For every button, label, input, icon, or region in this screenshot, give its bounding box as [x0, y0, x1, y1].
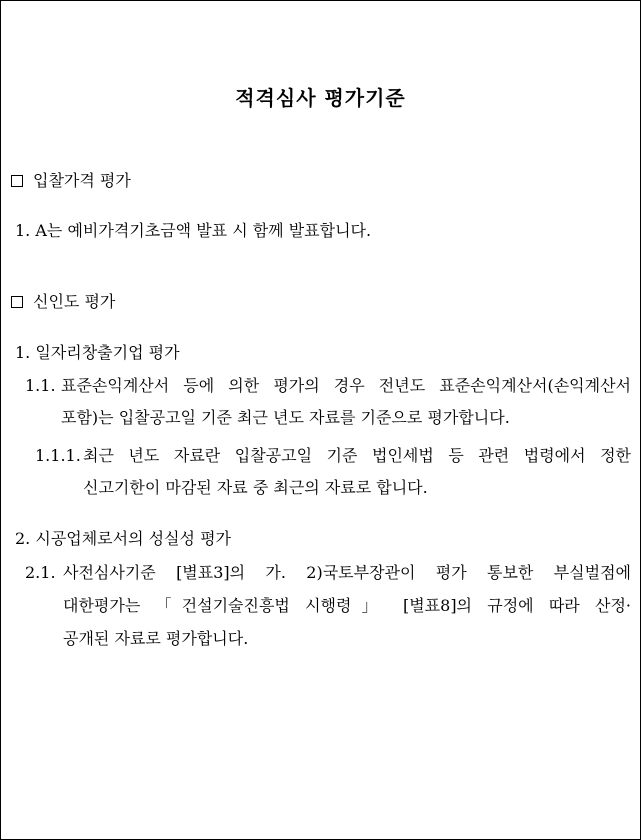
list-item — [15, 342, 180, 364]
item-text: 일자리창출기업 평가 — [35, 343, 180, 362]
item-number: 1. — [15, 221, 31, 240]
subitem-text-line: 사전심사기준 [별표3]의 가. 2)국토부장관이 평가 통보한 부실벌점에 — [63, 563, 631, 582]
item-text: 시공업체로서의 성실성 평가 — [35, 529, 232, 548]
subitem-text-line: 신고기한이 마감된 자료 중 최근의 자료로 합니다. — [83, 478, 428, 497]
subitem-number: 1.1.1. — [35, 446, 81, 465]
section-heading-credibility — [11, 291, 115, 313]
document-title: 적격심사 평가기준 — [235, 86, 406, 110]
subitem-text-line: 포함)는 입찰공고일 기준 최근 년도 자료를 기준으로 평가합니다. — [61, 408, 510, 427]
subitem-text-line: 대한평가는 「건설기술진흥법 시행령」 [별표8]의 규정에 따라 산정· — [63, 596, 631, 615]
subitem-text-line: 공개된 자료로 평가합니다. — [63, 629, 249, 648]
list-item — [15, 220, 371, 242]
subitem-number: 2.1. — [25, 563, 56, 582]
section-heading-label: 신인도 평가 — [33, 292, 116, 311]
subitem-number: 1.1. — [25, 376, 56, 395]
item-number: 2. — [15, 529, 31, 548]
subitem-text-line: 표준손익계산서 등에 의한 평가의 경우 전년도 표준손익계산서(손익계산서 — [61, 376, 631, 395]
item-number: 1. — [15, 343, 31, 362]
list-item — [15, 528, 231, 550]
item-text: A는 예비가격기초금액 발표 시 함께 발표합니다. — [35, 221, 372, 240]
section-heading-label: 입찰가격 평가 — [33, 171, 131, 190]
subitem-text-line: 최근 년도 자료란 입찰공고일 기준 법인세법 등 관련 법령에서 정한 — [83, 446, 631, 465]
section-heading-bid-price — [11, 170, 131, 192]
checkbox-icon — [11, 296, 23, 308]
checkbox-icon — [11, 175, 23, 187]
